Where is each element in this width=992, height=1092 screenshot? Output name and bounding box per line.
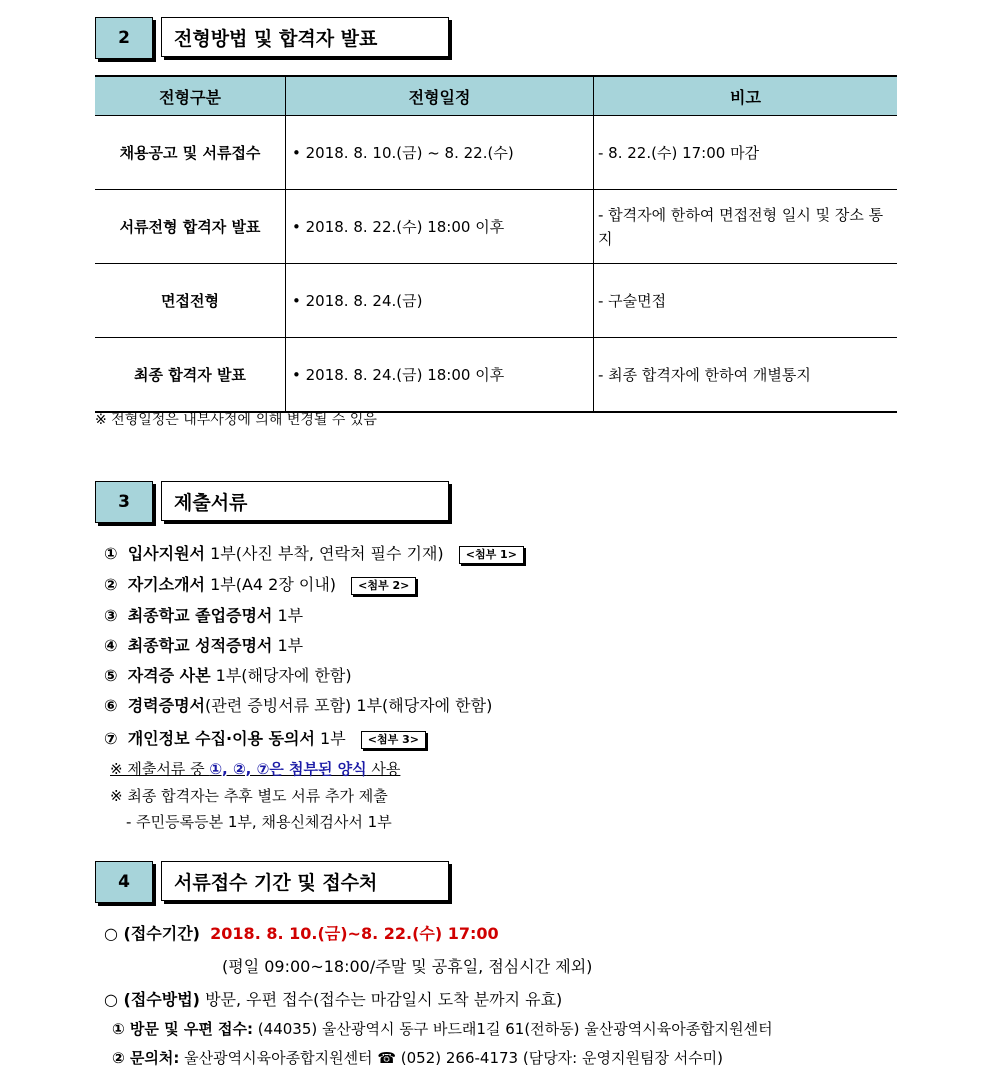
method-value: 방문, 우편 접수(접수는 마감일시 도착 분까지 유효) [199,990,563,1009]
header-category: 전형구분 [95,76,286,116]
doc-item-7 [104,726,426,752]
section-2-number: 2 [95,17,153,59]
address-value: (44035) 울산광역시 동구 바드래1길 61(전하동) 울산광역시육아종합지원센터 [253,1020,773,1038]
form-usage-suffix: 사용 [366,760,401,778]
doc-name: 개인정보 수집·이용 동의서 [127,729,315,748]
method-label: ○ (접수방법) [104,990,200,1009]
header-note: 비고 [594,76,898,116]
doc-name: 자기소개서 [127,575,205,594]
table-row [95,264,897,338]
reception-address [112,1018,773,1039]
doc-item-6 [104,693,492,719]
row-note: - 합격자에 한하여 면접전형 일시 및 장소 통지 [594,190,898,264]
doc-marker: ⑦ [104,729,118,748]
doc-detail: 1부(사진 부착, 연락처 필수 기재) [205,544,444,563]
attachment-tag: <첨부 3> [361,731,426,749]
doc-detail: 1부(A4 2장 이내) [205,575,337,594]
table-row [95,190,897,264]
doc-detail: 1부(해당자에 한함) [210,666,352,685]
doc-marker: ① [104,544,118,563]
table-row [95,338,897,413]
row-schedule: • 2018. 8. 24.(금) 18:00 이후 [286,338,594,413]
doc-marker: ③ [104,606,118,625]
section-4-number: 4 [95,861,153,903]
doc-item-2 [104,572,416,598]
section-4-title: 서류접수 기간 및 접수처 [161,861,449,901]
schedule-footnote: ※ 전형일정은 내부사정에 의해 변경될 수 있음 [95,412,377,428]
doc-marker: ④ [104,636,118,655]
form-usage-prefix: ※ 제출서류 중 [110,760,210,778]
reception-method [104,987,562,1010]
row-schedule: • 2018. 8. 22.(수) 18:00 이후 [286,190,594,264]
doc-marker: ② [104,575,118,594]
address-label: ① 방문 및 우편 접수: [112,1020,254,1038]
row-category: 서류전형 합격자 발표 [95,190,286,264]
contact-label: ② 문의처: [112,1049,180,1067]
doc-detail: 1부 [314,729,346,748]
doc-detail: 1부 [272,636,304,655]
attached-forms-link[interactable]: ①, ②, ⑦은 첨부된 양식 [209,760,367,778]
doc-name: 자격증 사본 [127,666,211,685]
row-note: - 최종 합격자에 한하여 개별통지 [594,338,898,413]
final-docs-note: ※ 최종 합격자는 추후 별도 서류 추가 제출 [110,787,388,805]
section-3-number: 3 [95,481,153,523]
schedule-table [95,75,897,413]
reception-period [104,921,499,944]
doc-name: 최종학교 성적증명서 [127,636,273,655]
attachment-tag: <첨부 2> [351,577,416,595]
table-row [95,116,897,190]
contact-info [112,1047,723,1068]
doc-marker: ⑤ [104,666,118,685]
row-note: - 구술면접 [594,264,898,338]
form-usage-note [110,758,400,779]
doc-detail: 1부 [272,606,304,625]
doc-name: 경력증명서 [127,696,205,715]
doc-marker: ⑥ [104,696,118,715]
doc-item-5 [104,663,352,689]
row-schedule: • 2018. 8. 24.(금) [286,264,594,338]
period-note: (평일 09:00~18:00/주말 및 공휴일, 점심시간 제외) [222,957,593,976]
header-schedule: 전형일정 [286,76,594,116]
period-label: ○ (접수기간) [104,924,200,943]
section-3-title: 제출서류 [161,481,449,521]
contact-value: 울산광역시육아종합지원센터 ☎ (052) 266-4173 (담당자: 운영지원팀장 서수미) [179,1049,724,1067]
doc-name: 최종학교 졸업증명서 [127,606,273,625]
row-category: 면접전형 [95,264,286,338]
doc-item-4 [104,633,303,659]
attachment-tag: <첨부 1> [459,546,524,564]
section-2-title: 전형방법 및 합격자 발표 [161,17,449,57]
row-note: - 8. 22.(수) 17:00 마감 [594,116,898,190]
period-value: 2018. 8. 10.(금)~8. 22.(수) 17:00 [210,924,499,943]
row-category: 최종 합격자 발표 [95,338,286,413]
row-schedule: • 2018. 8. 10.(금) ~ 8. 22.(수) [286,116,594,190]
final-docs-list: - 주민등록등본 1부, 채용신체검사서 1부 [126,813,392,831]
doc-item-1 [104,541,524,567]
table-header-row [95,76,897,116]
doc-detail: (관련 증빙서류 포함) 1부(해당자에 한함) [205,696,493,715]
doc-name: 입사지원서 [127,544,205,563]
doc-item-3 [104,603,303,629]
row-category: 채용공고 및 서류접수 [95,116,286,190]
